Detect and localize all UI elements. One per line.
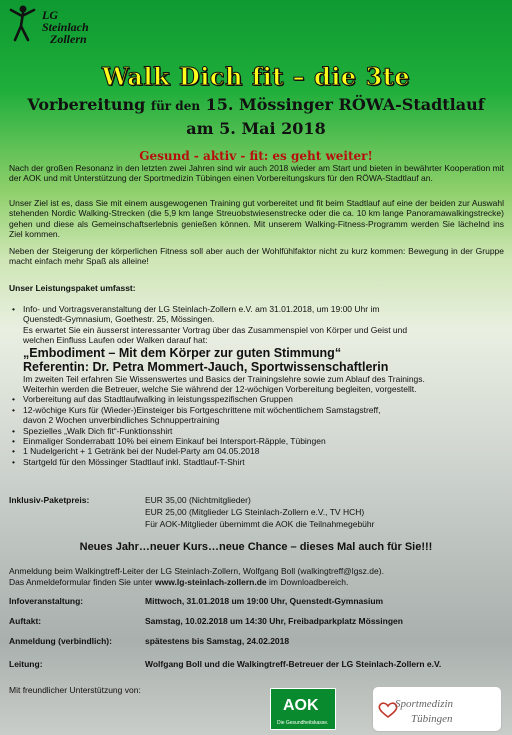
list-item: • 1 Nudelgericht + 1 Getränk bei der Nudel-Party am 04.05.2018 [10,446,500,456]
talk-title: „Embodiment – Mit dem Körper zur guten Stimmung“ [23,345,342,360]
registration-link[interactable]: www.lg-steinlach-zollern.de [155,577,267,587]
list-item: • Startgeld für den Mössinger Stadtlauf inkl. Stadtlauf-T-Shirt [10,457,500,467]
item1-line6: Weiterhin werden die Betreuer, welche Sie während der 12-wöchigen Vorbereitung begleiten, vorgestellt. [23,384,417,395]
price-line-3: Für AOK-Mitglieder übernimmt die AOK die Teilnahmegebühr [145,519,375,529]
sportmedizin-logo [372,686,502,732]
item1-line5: Im zweiten Teil erfahren Sie Wissenswertes und Basics der Trainingslehre sowie zum Ablauf des Trainings. [23,373,425,384]
subtitle-part3: 15. Mössinger RÖWA-Stadtlauf [205,95,485,114]
price-line-2: EUR 25,00 (Mitglieder LG Steinlach-Zollern e.V., TV HCH) [145,507,365,517]
subtitle-part2: für den [150,99,201,113]
registration-line-1: Anmeldung beim Walkingtreff-Leiter der LG Steinlach-Zollern, Wolfgang Boll (walkingtreff@lgsz.de). [9,566,384,576]
package-list [10,304,500,467]
talk-speaker: Referentin: Dr. Petra Mommert-Jauch, Sportwissenschaftlerin [23,359,389,374]
intro-paragraph-3: Neben der Steigerung der körperlichen Fitness soll aber auch der Wohlfühlfaktor nicht zu kurz kommen: Bewegung in der Gruppe macht einfach mehr Spaß als alleine! [9,246,504,267]
subtitle-date: am 5. Mai 2018 [186,119,326,138]
subtitle [0,95,512,114]
price-line-1: EUR 35,00 (Nichtmitglieder) [145,495,251,505]
registration-deadline-label: Anmeldung (verbindlich): [9,636,112,646]
package-heading: Unser Leistungspaket umfasst: [9,283,136,293]
aok-logo [270,688,336,730]
list-item [10,304,500,346]
price-label: Inklusiv-Paketpreis: [9,495,90,505]
list-item: • Einmaliger Sonderrabatt 10% bei einem Einkauf bei Intersport-Räpple, Tübingen [10,436,500,446]
item3-line1: • 12-wöchige Kurs für (Wieder-)Einsteiger bis Fortgeschrittene mit wöchentlichem Samstagstreff, [23,404,381,415]
intro-paragraph-2: Unser Ziel ist es, dass Sie mit einem ausgewogenen Training gut vorbereitet und fit beim Stadtlauf auf eine der beiden zur Auswahl stehenden Nordic Walking-Strecken (die 5,9 km lange Streuobstwiesenstrecke oder die ca. 10 km lange Panoramawalkingstrecke) gehen und diese als Gemeinschaftserlebnis genießen können. Mit unserem Walking-Fitness-Programm werden Sie lächelnd ins Ziel kommen. [9,198,504,240]
slogan-secondary: Neues Jahr…neuer Kurs…neue Chance – dieses Mal auch für Sie!!! [79,541,433,553]
item1-line3: Es erwartet Sie ein äusserst interessanter Vortrag über das Zusammenspiel von Körper und Geist und [23,324,408,335]
registration-deadline-value: spätestens bis Samstag, 24.02.2018 [145,636,290,646]
sponsor-thanks: Mit freundlicher Unterstützung von: [9,685,141,695]
leadership-value: Wolfgang Boll und die Walkingtreff-Betreuer der LG Steinlach-Zollern e.V. [145,659,442,669]
item1-line4: welchen Einfluss Laufen oder Walken darauf hat: [23,335,208,346]
intro-paragraph-1: Nach der großen Resonanz in den letzten zwei Jahren sind wir auch 2018 wieder am Start und bieten in bewährter Kooperation mit der AOK und mit Unterstützung der Sportmedizin Tübingen einen Vorbereitungskurs für den RÖWA-Stadtlauf an. [9,163,504,184]
list-item: • Vorbereitung auf das Stadtlaufwalking in leistungsspezifischen Gruppen [10,394,500,404]
registration-post: im Downloadbereich. [269,577,349,587]
registration-line-2 [9,577,348,587]
aok-tagline: Die Gesundheitskasse. [277,720,329,726]
club-name-line1: LG Steinlach [42,8,89,34]
registration-pre: Das Anmeldeformular finden Sie unter [9,577,153,587]
page-title: Walk Dich fit – die 3te [101,62,411,91]
info-value: Mittwoch, 31.01.2018 um 19:00 Uhr, Quenstedt-Gymnasium [145,596,384,606]
slogan: Gesund - aktiv - fit: es geht weiter! [139,149,373,163]
club-name-line2: Zollern [50,32,87,46]
subtitle-part1: Vorbereitung [27,95,146,114]
item3-line2: davon 2 Wochen unverbindliches Schnuppertraining [23,415,220,426]
list-item: • Spezielles „Walk Dich fit“-Funktionsshirt [10,426,500,436]
club-name [42,9,106,45]
item1-line1: • Info- und Vortragsveranstaltung der LG Steinlach-Zollern e.V. am 31.01.2018, um 19:00 Uhr im [23,304,380,314]
runner-icon [6,4,40,44]
leadership-label: Leitung: [9,659,43,669]
info-label: Infoveranstaltung: [9,596,84,606]
club-logo [6,4,106,44]
kickoff-label: Auftakt: [9,616,42,626]
sportmedizin-line1: Sportmedizin [395,698,454,710]
item1-line2: Quenstedt-Gymnasium, Goethestr. 25, Mössingen. [23,314,215,325]
list-item [10,405,500,426]
aok-logo-text: AOK [283,697,319,714]
kickoff-value: Samstag, 10.02.2018 um 14:30 Uhr, Freibadparkplatz Mössingen [145,616,403,626]
sportmedizin-line2: Tübingen [411,713,453,725]
